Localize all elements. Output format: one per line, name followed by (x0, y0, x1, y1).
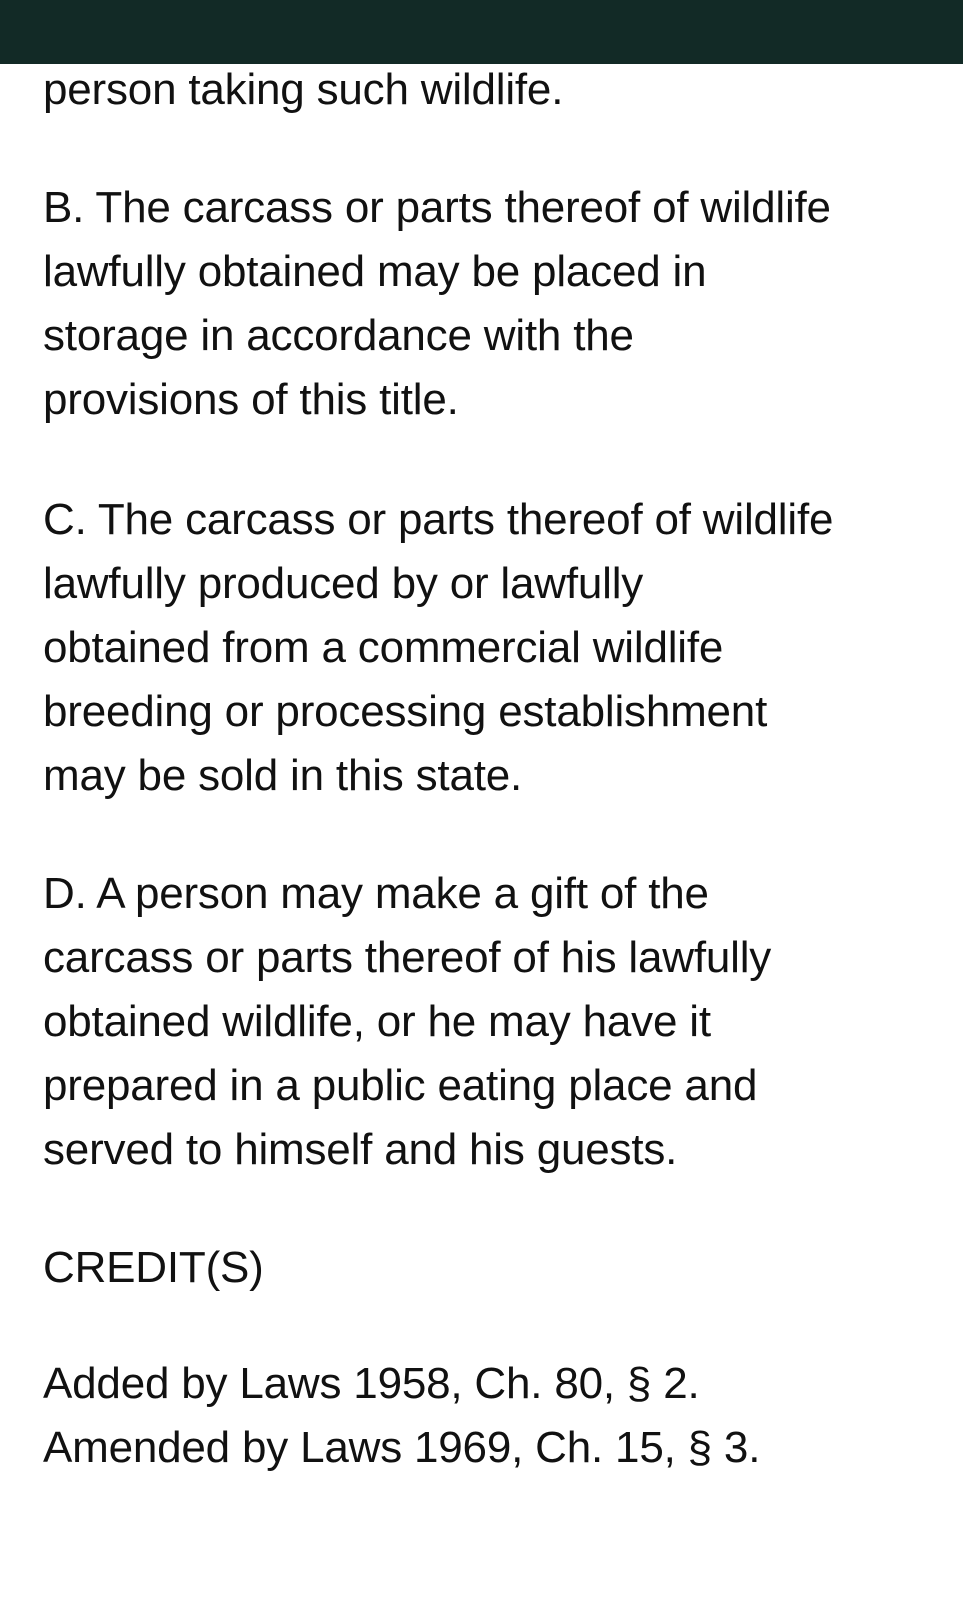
text-line: breeding or processing establishment (43, 687, 768, 736)
paragraph-b (43, 176, 831, 432)
text-line: C. The carcass or parts thereof of wildlife (43, 495, 834, 544)
credits-heading-text: CREDIT(S) (43, 1243, 264, 1292)
text-line: person taking such wildlife. (43, 65, 564, 114)
text-line: lawfully obtained may be placed in (43, 247, 707, 296)
text-line: provisions of this title. (43, 375, 459, 424)
text-line: D. A person may make a gift of the (43, 869, 709, 918)
text-line: obtained from a commercial wildlife (43, 623, 724, 672)
text-line: prepared in a public eating place and (43, 1061, 758, 1110)
paragraph-fragment (43, 58, 563, 122)
text-line: served to himself and his guests. (43, 1125, 678, 1174)
text-line: Added by Laws 1958, Ch. 80, § 2. (43, 1359, 700, 1408)
paragraph-d (43, 862, 771, 1182)
text-line: Amended by Laws 1969, Ch. 15, § 3. (43, 1423, 761, 1472)
top-app-bar (0, 0, 963, 64)
text-line: B. The carcass or parts thereof of wildlife (43, 183, 831, 232)
paragraph-c (43, 488, 833, 808)
text-line: may be sold in this state. (43, 751, 523, 800)
text-line: lawfully produced by or lawfully (43, 559, 644, 608)
credits-heading (43, 1236, 264, 1300)
text-line: obtained wildlife, or he may have it (43, 997, 711, 1046)
credits-text (43, 1352, 760, 1480)
text-line: storage in accordance with the (43, 311, 634, 360)
text-line: carcass or parts thereof of his lawfully (43, 933, 772, 982)
